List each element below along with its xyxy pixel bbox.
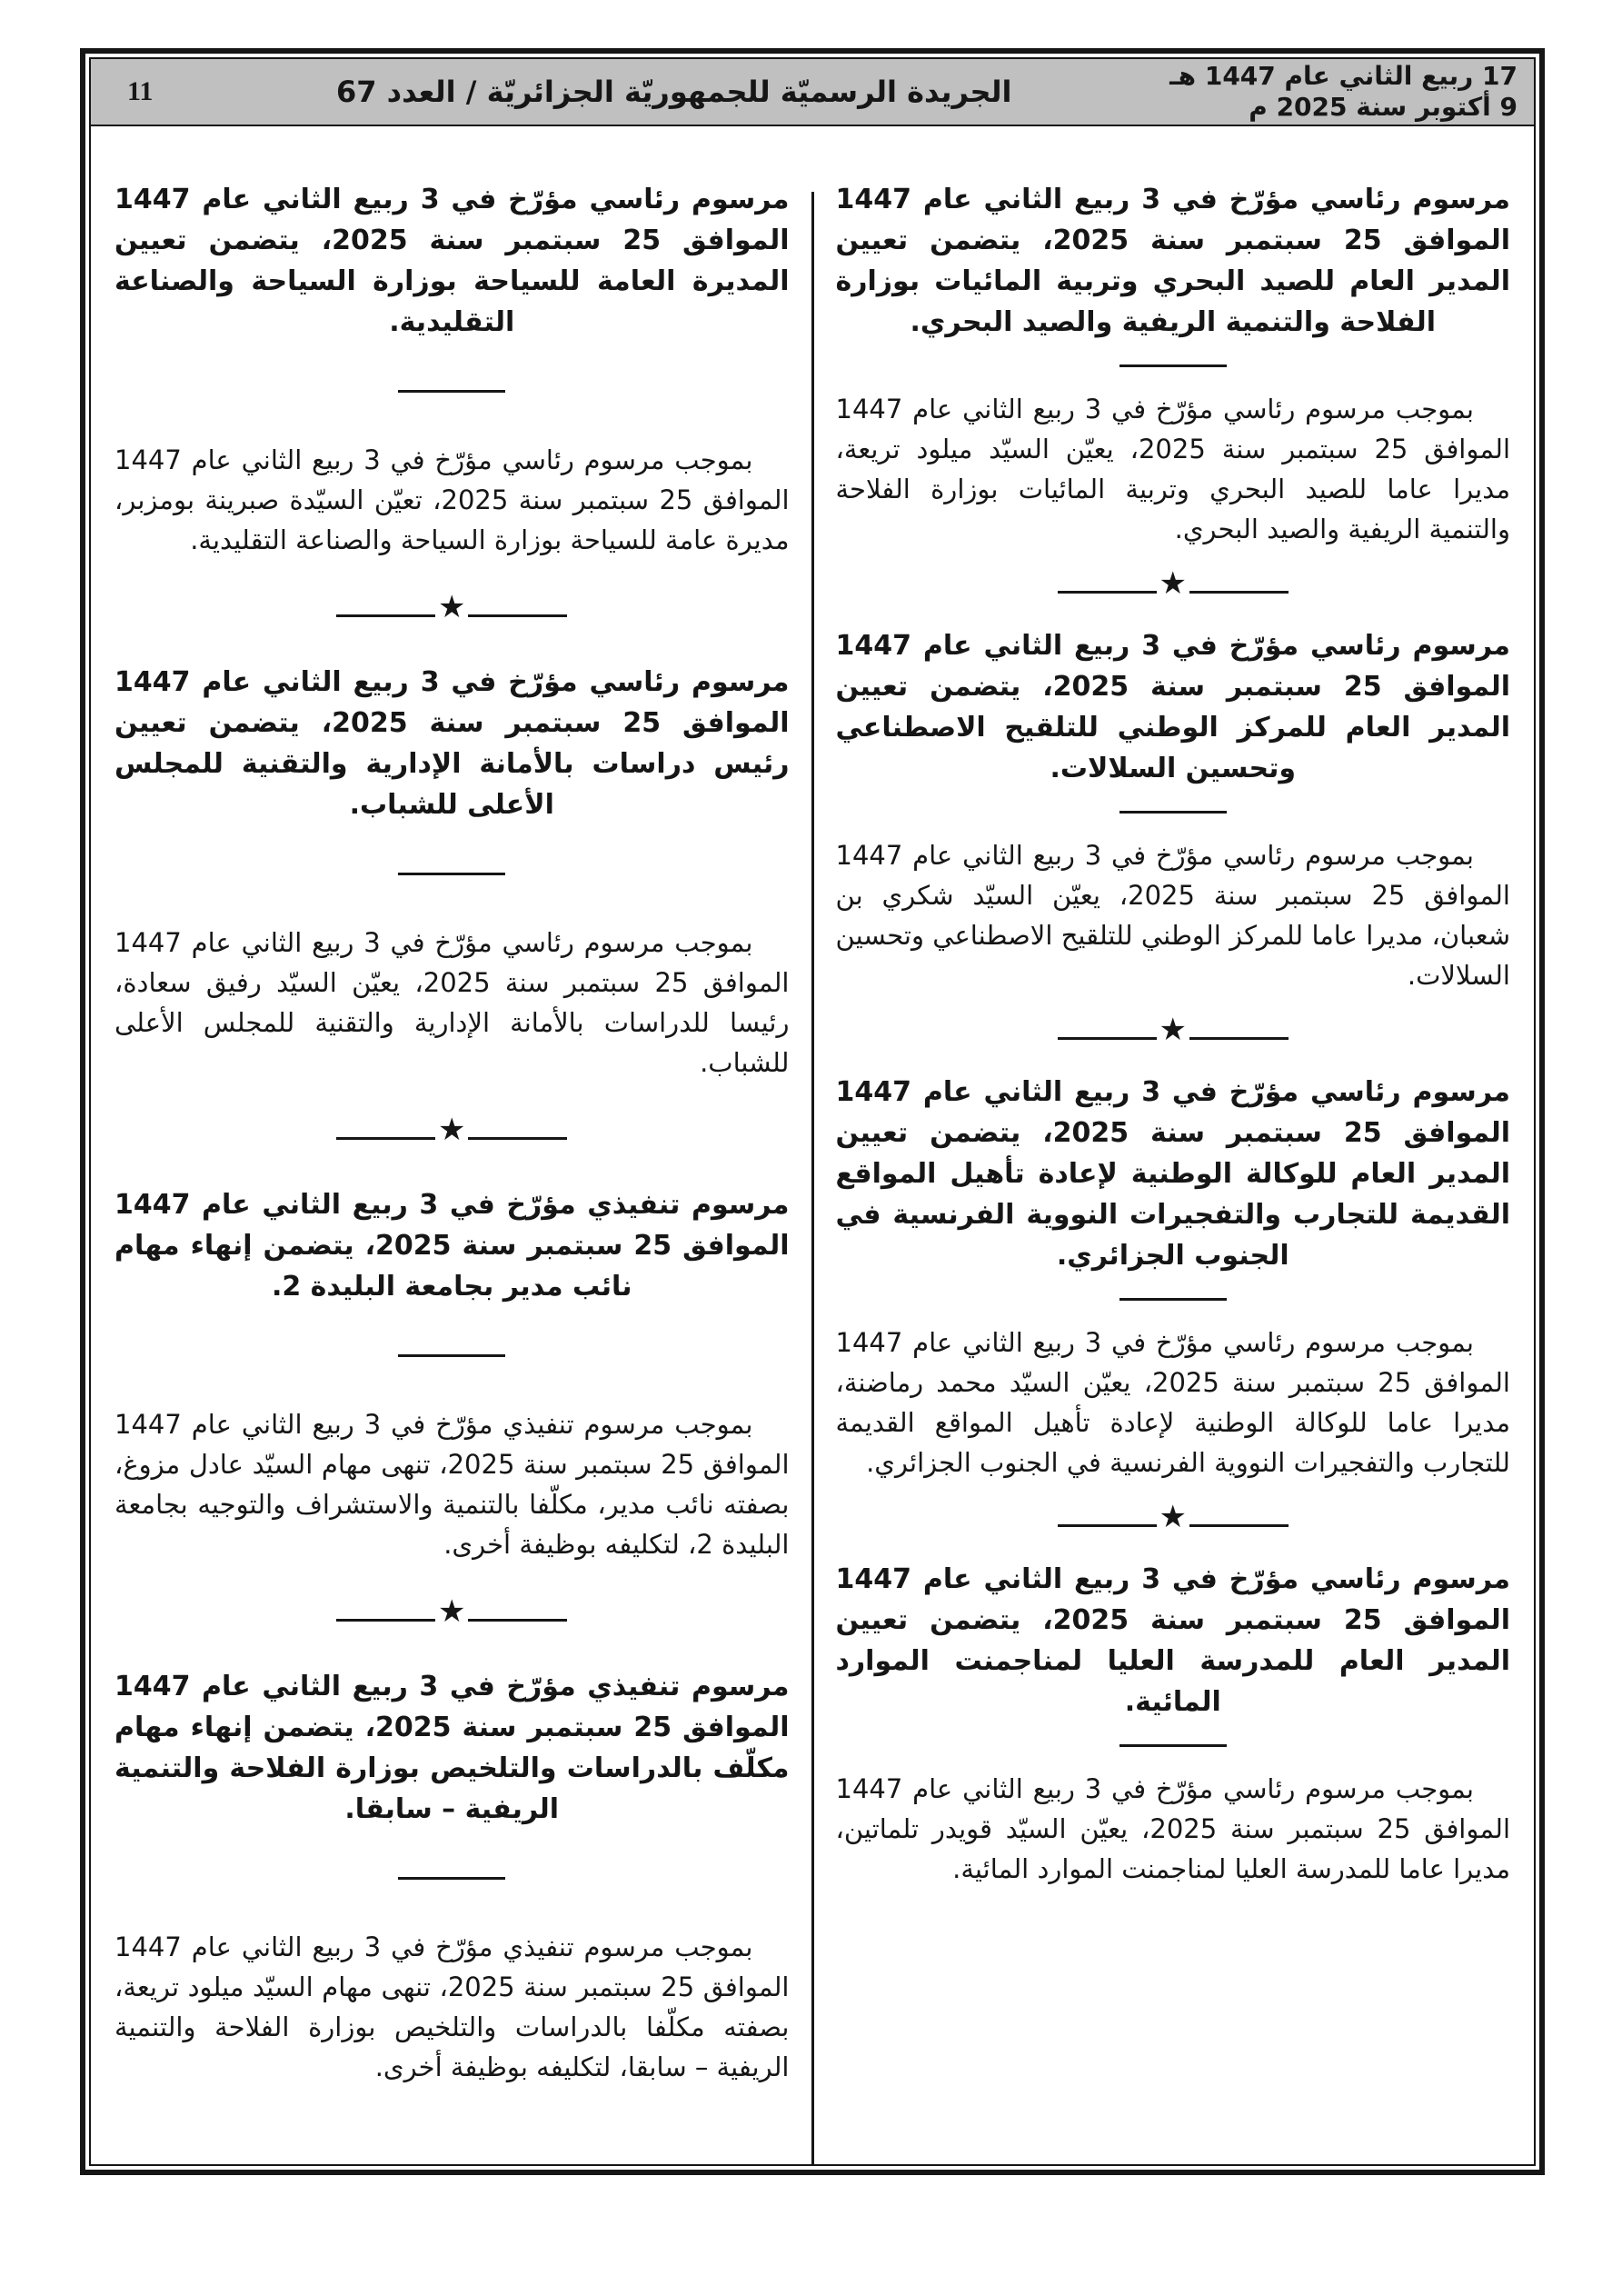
separator-line — [468, 614, 567, 617]
decree-body: بموجب مرسوم رئاسي مؤرّخ في 3 ربيع الثاني عام 1447 الموافق 25 سبتمبر سنة 2025، يعيّن السيّد رفيق سعادة، رئيسا للدراسات بالأمانة الإدارية والتقنية للمجلس الأعلى للشباب. — [114, 927, 790, 1078]
page-number: 11 — [127, 76, 154, 106]
gregorian-date: 9 أكتوبر سنة 2025 م — [1249, 92, 1518, 122]
separator-line — [1058, 1524, 1157, 1527]
section-separator — [1058, 565, 1289, 604]
decree-body: بموجب مرسوم رئاسي مؤرّخ في 3 ربيع الثاني عام 1447 الموافق 25 سبتمبر سنة 2025، يعيّن السيّد شكري بن شعبان، مديرا عاما للمركز الوطني للتلقيح الاصطناعي وتحسين السلالات. — [835, 840, 1510, 991]
separator-line — [468, 1137, 567, 1140]
decree-section — [114, 662, 790, 1083]
section-separator — [1058, 1012, 1289, 1050]
star-icon: ★ — [1159, 1499, 1187, 1535]
decree-body: بموجب مرسوم تنفيذي مؤرّخ في 3 ربيع الثاني عام 1447 الموافق 25 سبتمبر سنة 2025، تنهى مهام السيّد عادل مزوغ، بصفته نائب مدير، مكلّفا بالتنمية والاستشراف والتوجيه بجامعة البليدة 2، لتكليفه بوظيفة أخرى. — [114, 1409, 790, 1560]
separator-line — [336, 614, 435, 617]
separator-line — [468, 1619, 567, 1622]
separator-line — [1189, 1524, 1289, 1527]
star-icon: ★ — [438, 1593, 466, 1630]
separator-line — [336, 1619, 435, 1622]
section-separator — [336, 1593, 567, 1632]
decree-title: مرسوم رئاسي مؤرّخ في 3 ربيع الثاني عام 1447 الموافق 25 سبتمبر سنة 2025، يتضمن تعيين المدير العام للمركز الوطني للتلقيح الاصطناعي وتحسين السلالات. — [835, 630, 1510, 784]
separator-line — [1189, 1037, 1289, 1040]
decree-title: مرسوم رئاسي مؤرّخ في 3 ربيع الثاني عام 1447 الموافق 25 سبتمبر سنة 2025، يتضمن تعيين المدير العام للمدرسة العليا لمناجمنت الموارد المائية. — [835, 1563, 1510, 1718]
title-body-separator — [1119, 364, 1227, 367]
decree-section — [836, 1072, 1511, 1482]
separator-line — [1058, 1037, 1157, 1040]
decree-section — [114, 1184, 790, 1564]
decree-section — [836, 625, 1511, 995]
decree-section — [114, 1666, 790, 2087]
section-separator — [336, 589, 567, 627]
page-frame-inner — [89, 57, 1536, 2166]
decree-title: مرسوم تنفيذي مؤرّخ في 3 ربيع الثاني عام 1447 الموافق 25 سبتمبر سنة 2025، يتضمن إنهاء مهام نائب مدير بجامعة البليدة 2. — [114, 1189, 790, 1303]
decree-body: بموجب مرسوم رئاسي مؤرّخ في 3 ربيع الثاني عام 1447 الموافق 25 سبتمبر سنة 2025، يعيّن السيّد ميلود تريعة، مديرا عاما للصيد البحري وتربية المائيات بوزارة الفلاحة والتنمية الريفية والصيد البحري. — [835, 394, 1511, 544]
page-content — [91, 126, 1534, 2164]
decree-body: بموجب مرسوم تنفيذي مؤرّخ في 3 ربيع الثاني عام 1447 الموافق 25 سبتمبر سنة 2025، تنهى مهام السيّد ميلود تريعة، بصفته مكلّفا بالدراسات والتلخيص بوزارة الفلاحة والتنمية الريفية – سابقا، لتكليفه بوظيفة أخرى. — [114, 1932, 790, 2082]
separator-line — [1189, 591, 1289, 594]
decree-section — [836, 179, 1511, 549]
decree-title: مرسوم رئاسي مؤرّخ في 3 ربيع الثاني عام 1447 الموافق 25 سبتمبر سنة 2025، يتضمن تعيين رئيس دراسات بالأمانة الإدارية والتقنية للمجلس الأعلى للشباب. — [114, 666, 790, 821]
star-icon: ★ — [1159, 1012, 1187, 1048]
decree-body: بموجب مرسوم رئاسي مؤرّخ في 3 ربيع الثاني عام 1447 الموافق 25 سبتمبر سنة 2025، تعيّن السيّدة صبرينة بومزبر، مديرة عامة للسياحة بوزارة السياحة والصناعة التقليدية. — [114, 444, 790, 555]
decree-title: مرسوم رئاسي مؤرّخ في 3 ربيع الثاني عام 1447 الموافق 25 سبتمبر سنة 2025، يتضمن تعيين المدير العام للوكالة الوطنية لإعادة تأهيل المواقع القديمة للتجارب والتفجيرات النووية الفرنسية في الجنوب الجزائري. — [835, 1076, 1510, 1272]
separator-line — [1058, 591, 1157, 594]
title-body-separator — [1119, 1744, 1227, 1747]
title-body-separator — [1119, 811, 1227, 814]
hijri-date: 17 ربيع الثاني عام 1447 هـ — [1169, 61, 1518, 91]
column-right — [814, 126, 1535, 2164]
title-body-separator — [398, 390, 505, 393]
decree-title: مرسوم تنفيذي مؤرّخ في 3 ربيع الثاني عام 1447 الموافق 25 سبتمبر سنة 2025، يتضمن إنهاء مهام مكلّف بالدراسات والتلخيص بوزارة الفلاحة والتنمية الريفية – سابقا. — [114, 1671, 790, 1825]
column-left — [91, 126, 811, 2164]
journal-title: الجريدة الرسميّة للجمهوريّة الجزائريّة / العدد 67 — [335, 75, 1012, 109]
column-divider — [811, 192, 814, 2164]
decree-body: بموجب مرسوم رئاسي مؤرّخ في 3 ربيع الثاني عام 1447 الموافق 25 سبتمبر سنة 2025، يعيّن السيّد محمد رماضنة، مديرا عاما للوكالة الوطنية لإعادة تأهيل المواقع القديمة للتجارب والتفجيرات النووية الفرنسية في الجنوب الجزائري. — [835, 1327, 1510, 1478]
title-body-separator — [398, 1877, 505, 1880]
title-body-separator — [1119, 1298, 1227, 1301]
decree-section — [114, 179, 790, 560]
decree-title: مرسوم رئاسي مؤرّخ في 3 ربيع الثاني عام 1447 الموافق 25 سبتمبر سنة 2025، يتضمن تعيين المديرة العامة للسياحة بوزارة السياحة والصناعة التقليدية. — [114, 184, 790, 338]
page-frame — [80, 48, 1545, 2175]
title-body-separator — [398, 873, 505, 875]
star-icon: ★ — [438, 1112, 466, 1148]
title-body-separator — [398, 1354, 505, 1357]
separator-line — [336, 1137, 435, 1140]
decree-section — [836, 1559, 1511, 1889]
gazette-header — [91, 59, 1534, 126]
section-separator — [336, 1112, 567, 1150]
decree-body: بموجب مرسوم رئاسي مؤرّخ في 3 ربيع الثاني عام 1447 الموافق 25 سبتمبر سنة 2025، يعيّن السيّد قويدر تلماتين، مديرا عاما للمدرسة العليا لمناجمنت الموارد المائية. — [835, 1773, 1511, 1884]
star-icon: ★ — [438, 589, 466, 625]
section-separator — [1058, 1499, 1289, 1537]
header-dates — [1169, 61, 1518, 123]
star-icon: ★ — [1159, 565, 1187, 602]
decree-title: مرسوم رئاسي مؤرّخ في 3 ربيع الثاني عام 1447 الموافق 25 سبتمبر سنة 2025، يتضمن تعيين المدير العام للصيد البحري وتربية المائيات بوزارة الفلاحة والتنمية الريفية والصيد البحري. — [835, 184, 1510, 338]
